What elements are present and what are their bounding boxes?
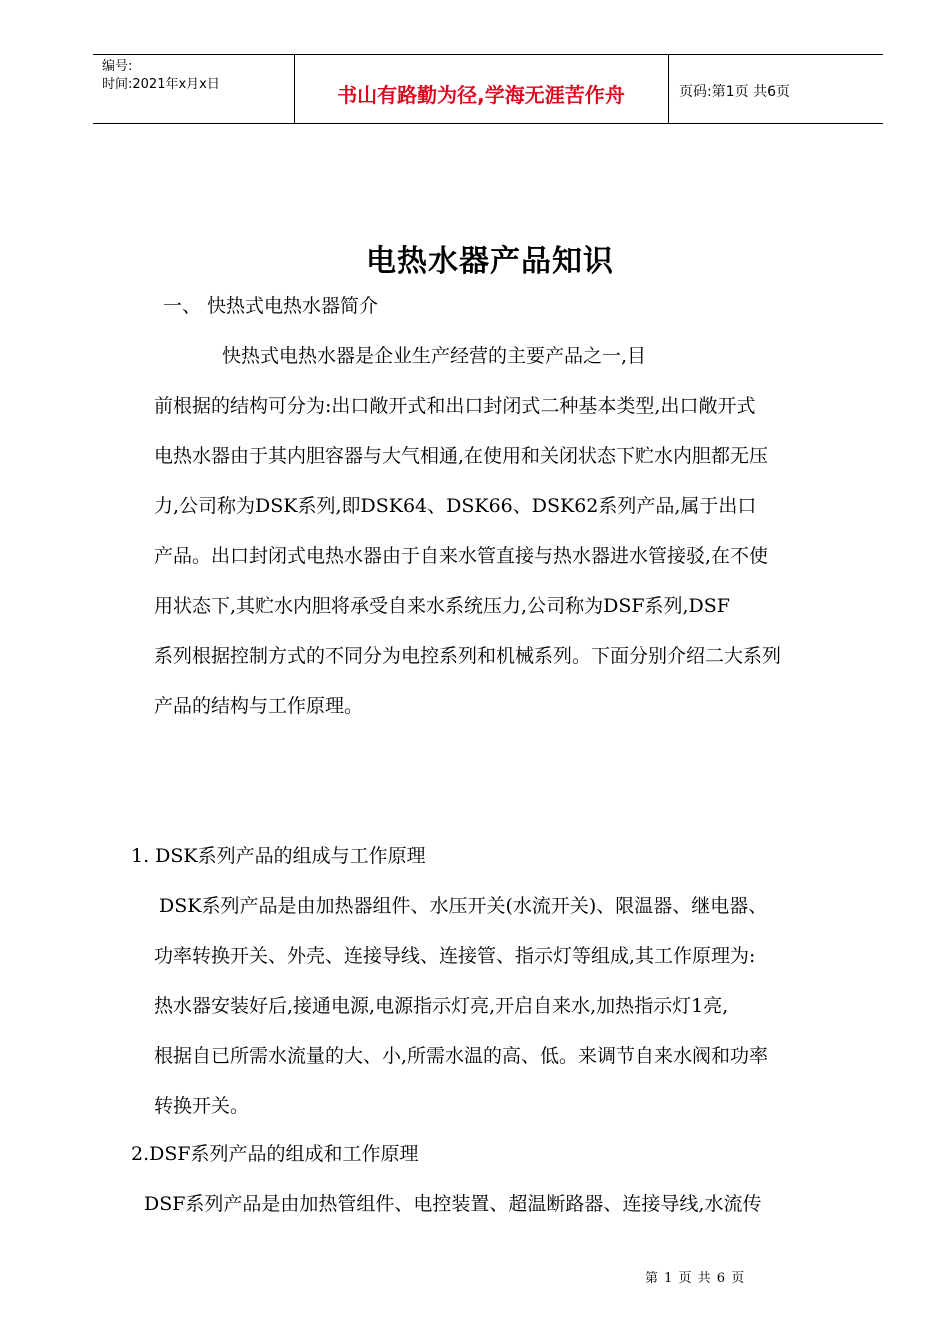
paragraph-line: 转换开关。 (154, 1095, 250, 1117)
paragraph-line: 产品的结构与工作原理。 (154, 695, 364, 717)
paragraph-line: 热水器安装好后,接通电源,电源指示灯亮,开启自来水,加热指示灯1亮, (154, 995, 729, 1017)
paragraph-line: 电热水器由于其内胆容器与大气相通,在使用和关闭状态下贮水内胆都无压 (154, 445, 769, 467)
paragraph-line: DSF系列产品是由加热管组件、电控装置、超温断路器、连接导线,水流传 (144, 1193, 762, 1215)
paragraph-line: 功率转换开关、外壳、连接导线、连接管、指示灯等组成,其工作原理为: (154, 945, 756, 967)
paragraph-line: 前根据的结构可分为:出口敞开式和出口封闭式二种基本类型,出口敞开式 (154, 395, 756, 417)
paragraph-line: 用状态下,其贮水内胆将承受自来水系统压力,公司称为DSF系列,DSF (154, 595, 730, 617)
section-heading: 一、 快热式电热水器简介 (163, 295, 379, 317)
paragraph-line: 力,公司称为DSK系列,即DSK64、DSK66、DSK62系列产品,属于出口 (154, 495, 757, 517)
paragraph-line: 根据自已所需水流量的大、小,所需水温的高、低。来调节自来水阀和功率 (154, 1045, 769, 1067)
page-header (93, 54, 883, 124)
header-motto-cell (294, 55, 669, 123)
document-number-label: 编号: (102, 59, 133, 74)
header-motto: 书山有路勤为径,学海无涯苦作舟 (337, 83, 625, 107)
header-page-cell (669, 55, 883, 123)
paragraph-line: 系列根据控制方式的不同分为电控系列和机械系列。下面分别介绍二大系列 (154, 645, 782, 667)
page-footer: 第 1 页 共 6 页 (645, 1271, 746, 1286)
subsection-heading: 1. DSK系列产品的组成与工作原理 (131, 845, 426, 867)
document-title: 电热水器产品知识 (366, 244, 614, 279)
paragraph-line: 产品。出口封闭式电热水器由于自来水管直接与热水器进水管接驳,在不使 (154, 545, 769, 567)
header-page-number: 页码:第1页 共6页 (679, 84, 790, 100)
paragraph-line: DSK系列产品是由加热器组件、水压开关(水流开关)、限温器、继电器、 (159, 895, 768, 917)
subsection-heading: 2.DSF系列产品的组成和工作原理 (131, 1143, 419, 1165)
paragraph-line: 快热式电热水器是企业生产经营的主要产品之一,目 (222, 345, 647, 367)
document-date: 时间:2021年x月x日 (102, 77, 220, 92)
header-meta-cell (93, 55, 295, 123)
